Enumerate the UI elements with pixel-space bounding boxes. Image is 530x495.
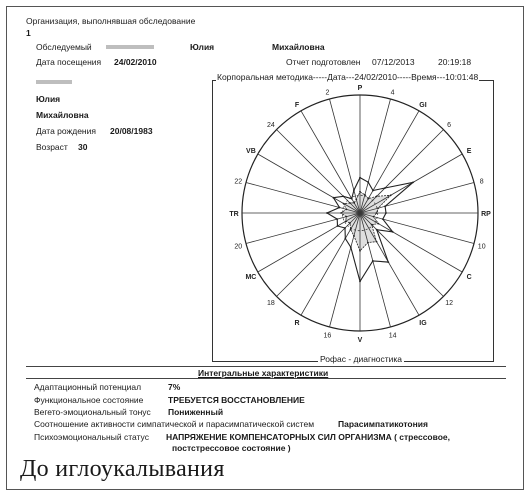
- org-label: Организация, выполнявшая обследование: [26, 16, 196, 26]
- radar-point: [344, 227, 346, 229]
- radar-axis-label: GI: [419, 101, 427, 109]
- radar-spoke-2: [330, 99, 361, 213]
- radar-point: [351, 198, 353, 200]
- radar-point: [412, 181, 414, 183]
- radar-point: [376, 195, 378, 197]
- radar-point: [350, 229, 352, 231]
- subject-patronymic: Михайловна: [272, 42, 325, 52]
- radar-point: [359, 250, 361, 252]
- radar-point: [372, 260, 374, 262]
- patronymic: Михайловна: [36, 110, 89, 120]
- radar-point: [373, 216, 375, 218]
- adaptation-label: Адаптационный потенциал: [34, 382, 142, 392]
- caption: До иглоукалывания: [20, 456, 225, 482]
- radar-point: [367, 242, 369, 244]
- radar-point: [344, 238, 346, 240]
- tonus-label: Вегето-эмоциональный тонус: [34, 407, 151, 417]
- radar-point: [333, 197, 335, 199]
- radar-point: [350, 246, 352, 248]
- radar-spoke-20: [246, 213, 360, 244]
- radar-point: [378, 223, 380, 225]
- radar-series-2: [341, 192, 391, 251]
- radar-point: [345, 220, 347, 222]
- redacted-surname: [106, 45, 154, 49]
- radar-axis-label: 6: [447, 121, 452, 129]
- radar-spoke-MC: [258, 213, 360, 272]
- radar-spoke-24: [277, 130, 360, 213]
- visit-date: 24/02/2010: [114, 57, 157, 67]
- functional-value: ТРЕБУЕТСЯ ВОССТАНОВЛЕНИЕ: [168, 395, 305, 405]
- radar-point: [349, 202, 351, 204]
- radar-spoke-F: [301, 111, 360, 213]
- radar-axis-label: C: [466, 274, 472, 281]
- radar-point: [384, 187, 386, 189]
- radar-axis-label: 10: [477, 243, 486, 251]
- integral-title: Интегральные характеристики: [198, 368, 329, 378]
- radar-axis-label: 16: [323, 332, 332, 340]
- radar-point: [349, 222, 351, 224]
- psycho-label: Психоэмоциональный статус: [34, 432, 149, 442]
- radar-point: [371, 224, 373, 226]
- tonus-value: Пониженный: [168, 407, 224, 417]
- radar-point: [376, 241, 378, 243]
- radar-axis-label: 14: [388, 332, 397, 340]
- radar-point: [376, 212, 378, 214]
- radar-axis-label: F: [294, 101, 300, 109]
- first-name: Юлия: [36, 94, 61, 104]
- age-label: Возраст: [36, 142, 68, 152]
- radar-point: [339, 207, 341, 209]
- subject-label: Обследуемый: [36, 42, 92, 52]
- radar-axis-label: E: [466, 148, 472, 155]
- radar-axis-label: V: [357, 337, 363, 344]
- radar-point: [376, 229, 378, 231]
- radar-chart: [212, 80, 494, 362]
- radar-axis-label: 22: [234, 178, 243, 186]
- divider-mid: [26, 378, 506, 379]
- radar-spoke-22: [246, 183, 360, 214]
- report-label: Отчет подготовлен: [286, 57, 361, 67]
- divider-top: [26, 366, 506, 367]
- birth-date: 20/08/1983: [110, 126, 153, 136]
- radar-axis-label: 24: [267, 121, 275, 129]
- radar-point: [359, 281, 361, 283]
- radar-point: [364, 194, 366, 196]
- radar-point: [359, 191, 361, 193]
- radar-point: [336, 218, 338, 220]
- radar-axis-label: VB: [246, 148, 256, 155]
- org-value: 1: [26, 28, 31, 38]
- radar-axis-label: RP: [481, 211, 491, 218]
- radar-spoke-12: [360, 213, 443, 296]
- chart-title: Корпоральная методика-----Дата---24/02/2010-----Время---10:01:48: [217, 72, 479, 82]
- radar-point: [392, 231, 394, 233]
- radar-axis-label: 18: [267, 300, 275, 308]
- radar-point: [326, 212, 328, 214]
- chart-footer: Рофас - диагностика: [320, 354, 403, 364]
- radar-point: [353, 235, 355, 237]
- report-date: 07/12/2013: [372, 57, 415, 67]
- radar-spoke-18: [277, 213, 360, 296]
- psycho-value-line2: постстрессовое состояние ): [172, 443, 291, 453]
- radar-point: [377, 207, 379, 209]
- subject-first-name: Юлия: [190, 42, 215, 52]
- radar-axis-label: 8: [479, 178, 484, 186]
- radar-point: [390, 194, 392, 196]
- radar-point: [367, 198, 369, 200]
- radar-axis-label: TR: [229, 211, 239, 218]
- radar-point: [384, 205, 386, 207]
- radar-point: [372, 190, 374, 192]
- radar-axis-label: 20: [234, 243, 243, 251]
- radar-point: [343, 203, 345, 205]
- functional-label: Функциональное состояние: [34, 395, 144, 405]
- radar-point: [359, 177, 361, 179]
- radar-point: [353, 202, 355, 204]
- radar-spoke-GI: [360, 111, 419, 213]
- radar-point: [340, 212, 342, 214]
- radar-axis-label: 2: [325, 89, 330, 97]
- balance-value: Парасимпатикотония: [338, 419, 428, 429]
- redacted-surname-2: [36, 80, 72, 84]
- radar-point: [385, 212, 387, 214]
- radar-axis-label: IG: [419, 320, 427, 328]
- visit-label: Дата посещения: [36, 57, 102, 67]
- birth-label: Дата рождения: [36, 126, 96, 136]
- radar-axis-label: MC: [245, 274, 257, 281]
- radar-axis-label: 12: [445, 300, 453, 308]
- radar-point: [367, 181, 369, 183]
- radar-point: [353, 189, 355, 191]
- age-value: 30: [78, 142, 88, 152]
- radar-axis-label: 4: [390, 89, 395, 97]
- radar-point: [355, 198, 357, 200]
- radar-point: [345, 216, 347, 218]
- balance-label: Соотношение активности симпатической и парасимпатической систем: [34, 419, 315, 429]
- radar-point: [382, 218, 384, 220]
- radar-point: [387, 261, 389, 263]
- radar-axis-label: R: [294, 320, 300, 328]
- adaptation-value: 7%: [168, 382, 181, 392]
- radar-spoke-10: [360, 213, 474, 244]
- radar-point: [337, 225, 339, 227]
- radar-axis-label: P: [357, 85, 363, 92]
- psycho-value: НАПРЯЖЕНИЕ КОМПЕНСАТОРНЫХ СИЛ ОРГАНИЗМА ( стрессовое,: [166, 432, 451, 442]
- report-time: 20:19:18: [438, 57, 472, 67]
- radar-point: [342, 195, 344, 197]
- radar-point: [345, 208, 347, 210]
